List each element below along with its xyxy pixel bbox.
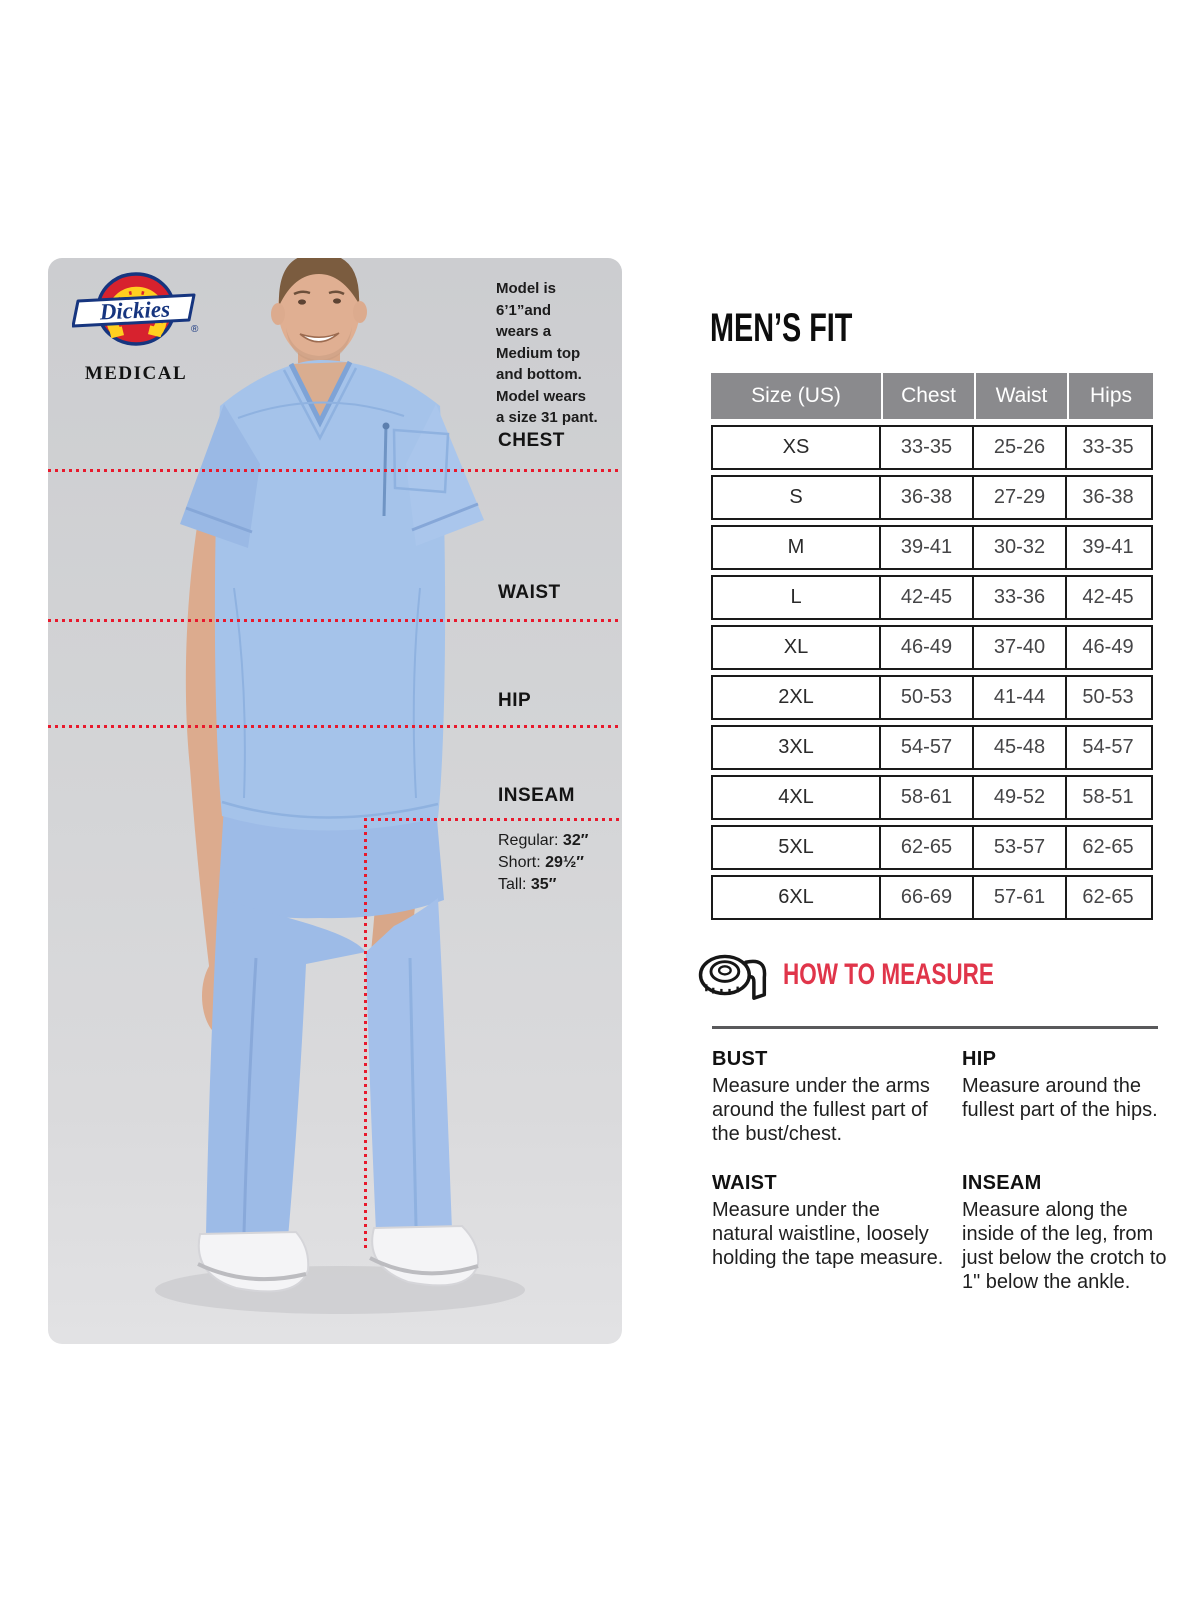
table-row: [711, 825, 1153, 870]
hip-heading: HIP: [962, 1048, 997, 1070]
inseam-detail-row: [498, 874, 588, 896]
inseam-text: Measure along the inside of the leg, from just below the crotch to 1" below the ankle.: [962, 1199, 1167, 1293]
hip-label: HIP: [498, 690, 532, 711]
waist-heading: WAIST: [712, 1172, 777, 1194]
svg-text:Dickies: Dickies: [99, 296, 171, 325]
measure-section-bust: [712, 1048, 962, 1146]
measurement-cell: 49-52: [972, 777, 1065, 818]
measurement-cell: 33-35: [1065, 427, 1149, 468]
inseam-label: INSEAM: [498, 785, 575, 806]
how-to-measure-header: [697, 946, 1064, 1004]
inseam-tall-label: Tall:: [498, 876, 531, 893]
table-row: [711, 475, 1153, 520]
chest-label: CHEST: [498, 430, 565, 451]
measurement-cell: 58-51: [1065, 777, 1149, 818]
chest-guide-line: [48, 469, 622, 472]
table-row: [711, 725, 1153, 770]
size-cell: 2XL: [778, 686, 814, 708]
hip-guide-line: [48, 725, 622, 728]
inseam-heading: INSEAM: [962, 1172, 1042, 1194]
measurement-cell: 36-38: [879, 477, 972, 518]
hip-text: Measure around the fullest part of the hips.: [962, 1075, 1158, 1121]
measurement-cell: 45-48: [972, 727, 1065, 768]
measurement-cell: 25-26: [972, 427, 1065, 468]
model-note-line: Model wears: [496, 387, 587, 405]
table-row: [711, 425, 1153, 470]
inseam-details: [498, 830, 588, 896]
model-note-line: 6’1”and: [496, 301, 552, 319]
measurement-cell: 50-53: [1065, 677, 1149, 718]
model-note-line: Model is: [496, 280, 557, 297]
measurement-cell: 46-49: [879, 627, 972, 668]
inseam-vertical-guide-line: [364, 818, 367, 1248]
measure-section-inseam: [962, 1172, 1172, 1294]
section-divider: [712, 1026, 1158, 1029]
size-cell: 5XL: [778, 836, 814, 858]
measurement-cell: 66-69: [879, 877, 972, 918]
measurement-cell: 27-29: [972, 477, 1065, 518]
table-row: [711, 625, 1153, 670]
how-to-measure-title: HOW TO MEASURE: [783, 958, 994, 991]
measurement-cell: 46-49: [1065, 627, 1149, 668]
size-table-body: [711, 425, 1153, 920]
model-note-line: and bottom.: [496, 366, 582, 383]
table-row: [711, 675, 1153, 720]
size-cell: 3XL: [778, 736, 814, 758]
sub-brand-label: MEDICAL: [84, 363, 188, 384]
measurement-cell: 54-57: [879, 727, 972, 768]
table-row: [711, 525, 1153, 570]
measurement-cell: 50-53: [879, 677, 972, 718]
size-cell: 6XL: [778, 886, 814, 908]
table-row: [711, 775, 1153, 820]
column-header-size: Size (US): [751, 384, 841, 407]
inseam-regular-label: Regular:: [498, 832, 563, 849]
measure-instructions: [712, 1048, 1172, 1294]
size-cell: 4XL: [778, 786, 814, 808]
measurement-cell: 42-45: [879, 577, 972, 618]
measurement-cell: 57-61: [972, 877, 1065, 918]
waist-label: WAIST: [498, 582, 561, 603]
waist-guide-line: [48, 619, 622, 622]
measurement-cell: 36-38: [1065, 477, 1149, 518]
inseam-short-label: Short:: [498, 854, 546, 871]
measuring-tape-icon: [697, 946, 769, 1004]
model-note-line: wears a: [496, 323, 552, 340]
measurement-cell: 33-36: [972, 577, 1065, 618]
measure-section-hip: [962, 1048, 1172, 1122]
measurement-cell: 37-40: [972, 627, 1065, 668]
size-cell: S: [789, 486, 803, 508]
measurement-cell: 39-41: [879, 527, 972, 568]
registered-mark: ®: [191, 324, 199, 335]
measurement-cell: 62-65: [1065, 827, 1149, 868]
size-cell: XS: [782, 436, 810, 458]
measurement-cell: 54-57: [1065, 727, 1149, 768]
measurement-cell: 30-32: [972, 527, 1065, 568]
measure-section-waist: [712, 1172, 962, 1270]
measurement-cell: 39-41: [1065, 527, 1149, 568]
model-note-line: Medium top: [496, 344, 581, 362]
model-note: [496, 278, 622, 429]
inseam-guide-line: [364, 818, 622, 821]
column-header-chest: Chest: [881, 373, 974, 419]
brand-block: [72, 270, 200, 385]
size-table-header: [711, 373, 1153, 419]
column-header-waist: Waist: [974, 373, 1067, 419]
inseam-detail-row: [498, 830, 588, 852]
size-table: [711, 373, 1153, 925]
measurement-cell: 58-61: [879, 777, 972, 818]
inseam-tall-value: 35″: [530, 876, 557, 893]
measurement-cell: 42-45: [1065, 577, 1149, 618]
waist-text: Measure under the natural waistline, loosely holding the tape measure.: [712, 1199, 944, 1269]
measurement-cell: 62-65: [879, 827, 972, 868]
measurement-cell: 53-57: [972, 827, 1065, 868]
inseam-short-value: 29½″: [545, 854, 584, 871]
bust-text: Measure under the arms around the fullest part of the bust/chest.: [712, 1075, 930, 1145]
size-cell: XL: [783, 636, 809, 658]
page-title: MEN’S FIT: [710, 306, 853, 350]
model-photo: [48, 258, 622, 1344]
measurement-cell: 33-35: [879, 427, 972, 468]
bust-heading: BUST: [712, 1048, 768, 1070]
table-row: [711, 875, 1153, 920]
dickies-logo-icon: [72, 270, 200, 354]
inseam-regular-value: 32″: [562, 832, 589, 849]
inseam-detail-row: [498, 852, 588, 874]
table-row: [711, 575, 1153, 620]
measurement-cell: 62-65: [1065, 877, 1149, 918]
column-header-hips: Hips: [1067, 373, 1153, 419]
size-cell: M: [787, 536, 805, 558]
size-cell: L: [790, 586, 802, 608]
measurement-cell: 41-44: [972, 677, 1065, 718]
model-note-line: a size 31 pant.: [496, 409, 598, 426]
